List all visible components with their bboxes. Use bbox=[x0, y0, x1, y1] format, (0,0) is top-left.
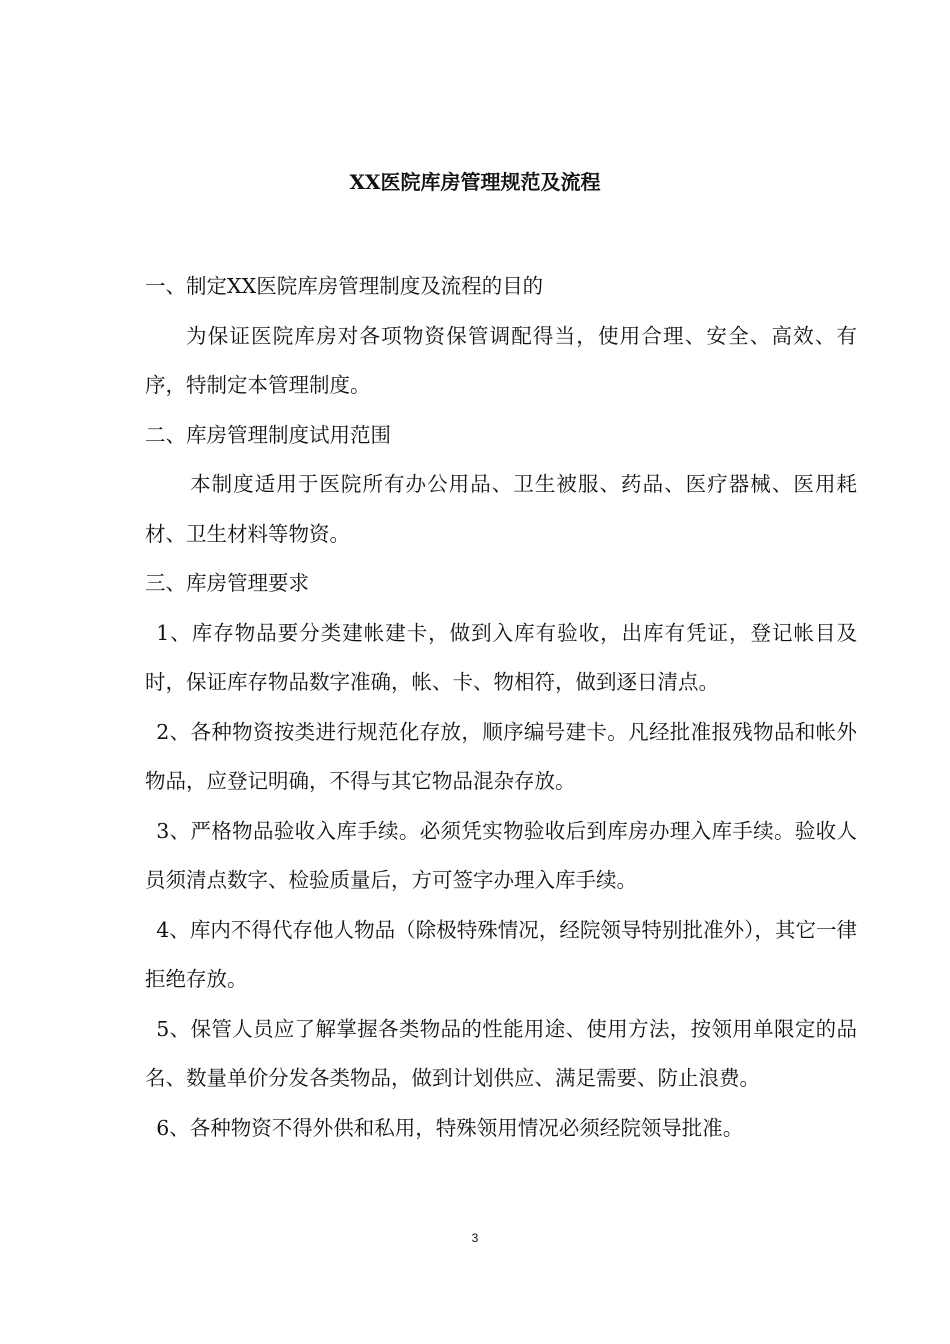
page-number: 3 bbox=[471, 1231, 479, 1245]
section-heading-requirements: 三、库房管理要求 bbox=[145, 571, 309, 595]
section-heading-scope: 二、库房管理制度试用范围 bbox=[145, 422, 391, 447]
section-heading-purpose: 一、制定XX医院库房管理制度及流程的目的 bbox=[145, 274, 544, 298]
requirement-item-4: 4、库内不得代存他人物品（除极特殊情况，经院领导特别批准外），其它一律拒绝存放。 bbox=[145, 917, 857, 991]
requirement-item-3: 3、严格物品验收入库手续。必须凭实物验收后到库房办理入库手续。验收人员须清点数字、检验质量后，方可签字办理入库手续。 bbox=[145, 818, 857, 892]
requirement-item-6: 6、各种物资不得外供和私用，特殊领用情况必须经院领导批准。 bbox=[156, 1115, 744, 1140]
document-body bbox=[145, 262, 857, 1153]
requirement-item-5: 5、保管人员应了解掌握各类物品的性能用途、使用方法，按领用单限定的品名、数量单价分发各类物品，做到计划供应、满足需要、防止浪费。 bbox=[145, 1016, 857, 1090]
document-title: XX医院库房管理规范及流程 bbox=[349, 170, 601, 194]
section-paragraph-purpose: 为保证医院库房对各项物资保管调配得当，使用合理、安全、高效、有序，特制定本管理制度。 bbox=[145, 323, 857, 397]
section-paragraph-scope: 本制度适用于医院所有办公用品、卫生被服、药品、医疗器械、医用耗材、卫生材料等物资。 bbox=[145, 472, 857, 546]
requirement-item-2: 2、各种物资按类进行规范化存放，顺序编号建卡。凡经批准报残物品和帐外物品，应登记明确，不得与其它物品混杂存放。 bbox=[145, 719, 857, 793]
requirement-item-1: 1、库存物品要分类建帐建卡，做到入库有验收，出库有凭证，登记帐目及时，保证库存物品数字准确，帐、卡、物相符，做到逐日清点。 bbox=[145, 620, 857, 694]
